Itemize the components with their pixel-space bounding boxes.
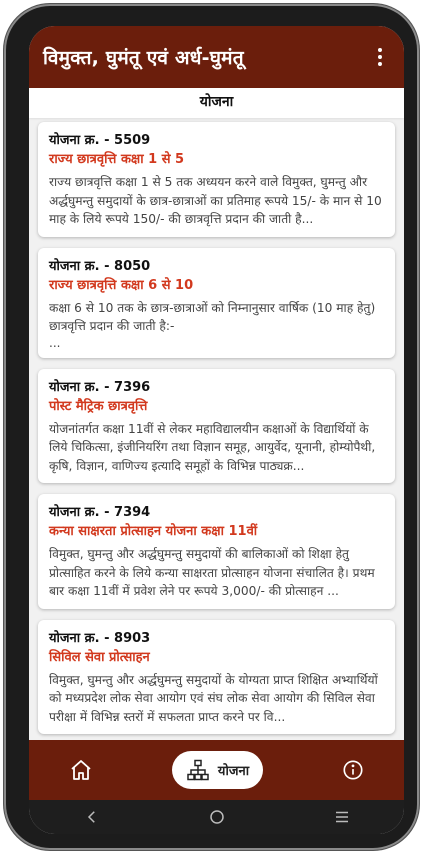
app-bar xyxy=(29,26,404,88)
scheme-number: योजना क्र. - 5509 xyxy=(49,133,151,148)
system-back-button[interactable] xyxy=(72,802,112,832)
scheme-description: विमुक्त, घुमन्तु और अर्द्धघुमन्तु समुदायों के योग्यता प्राप्त शिक्षित अभ्यार्थियों को मध्यप्रदेश लोक सेवा आयोग एवं संघ लोक सेवा आयोग की सिविल सेवा परीक्षा में विभिन्न स्तरों में सफलता प्राप्त करने पर वि... xyxy=(49,672,378,724)
phone-frame xyxy=(4,4,419,850)
scheme-ellipsis: ... xyxy=(49,335,61,350)
scheme-list[interactable] xyxy=(29,118,404,740)
menu-lines-icon xyxy=(333,808,351,826)
app-screen xyxy=(29,26,404,834)
circle-icon xyxy=(208,808,226,826)
scheme-title: राज्य छात्रवृत्ति कक्षा 1 से 5 xyxy=(49,152,185,167)
chevron-left-icon xyxy=(83,808,101,826)
scheme-title: कन्या साक्षरता प्रोत्साहन योजना कक्षा 11वीं xyxy=(49,524,258,539)
nav-schemes-label: योजना xyxy=(217,764,250,779)
dot-icon xyxy=(378,48,382,52)
nav-home-button[interactable] xyxy=(69,758,93,782)
scheme-card[interactable] xyxy=(38,494,395,609)
system-navigation-bar xyxy=(29,800,404,834)
system-home-button[interactable] xyxy=(197,802,237,832)
scheme-card[interactable] xyxy=(38,122,395,237)
dot-icon xyxy=(378,62,382,66)
scheme-card[interactable] xyxy=(38,248,395,358)
hierarchy-icon xyxy=(186,758,210,782)
home-icon xyxy=(69,758,93,782)
scheme-number: योजना क्र. - 7396 xyxy=(49,379,151,395)
nav-schemes-button[interactable] xyxy=(172,751,263,789)
scheme-title: राज्य छात्रवृत्ति कक्षा 6 से 10 xyxy=(49,277,194,293)
scheme-title: पोस्ट मैट्रिक छात्रवृत्ति xyxy=(49,398,148,414)
scheme-description: राज्य छात्रवृत्ति कक्षा 1 से 5 तक अध्ययन करने वाले विमुक्त, घुमन्तु और अर्द्धघुमन्तु समुदायों के छात्र-छात्राओं का प्रतिमाह रूपये 15/- के मान से 10 माह के लिये रूपये 150/- की छात्रवृत्ति प्रदान की जाती है... xyxy=(49,175,382,226)
nav-info-button[interactable] xyxy=(342,759,364,781)
page-title: योजना xyxy=(29,88,404,118)
overflow-menu-button[interactable] xyxy=(370,43,390,71)
scheme-title: सिविल सेवा प्रोत्साहन xyxy=(49,649,150,665)
scheme-number: योजना क्र. - 7394 xyxy=(49,505,151,520)
scheme-description: कक्षा 6 से 10 तक के छात्र-छात्राओं को निम्नानुसार वार्षिक (10 माह हेतु) छात्रवृत्ति प्रदान की जाती है:- xyxy=(49,300,376,333)
scheme-number: योजना क्र. - 8050 xyxy=(49,258,151,274)
system-recents-button[interactable] xyxy=(322,802,362,832)
app-title: विमुक्त, घुमंतू एवं अर्ध-घुमंतू xyxy=(43,47,244,69)
scheme-card[interactable] xyxy=(38,620,395,735)
scheme-description: योजनांतर्गत कक्षा 11वीं से लेकर महाविद्यालयीन कक्षाओं के विद्यार्थियों के लिये चिकित्सा, इंजीनियरिंग तथा विज्ञान समूह, आयुर्वेद, यूनानी, होम्योपैथी, कृषि, विज्ञान, वाणिज्य इत्यादि समूहों के विभिन्न पाठ्यक्र... xyxy=(49,421,376,473)
dot-icon xyxy=(378,55,382,59)
scheme-description: विमुक्त, घुमन्तु और अर्द्धघुमन्तु समुदायों की बालिकाओं को शिक्षा हेतु प्रोत्साहित करने के लिये कन्या साक्षरता प्रोत्साहन योजना संचालित है। प्रथम बार कक्षा 11वीं में प्रवेश लेने पर रूपये 3,000/- की प्रोत्साहन ... xyxy=(49,547,375,598)
info-icon xyxy=(342,759,364,781)
scheme-card[interactable] xyxy=(38,369,395,484)
bottom-navigation xyxy=(29,740,404,800)
scheme-number: योजना क्र. - 8903 xyxy=(49,630,151,646)
